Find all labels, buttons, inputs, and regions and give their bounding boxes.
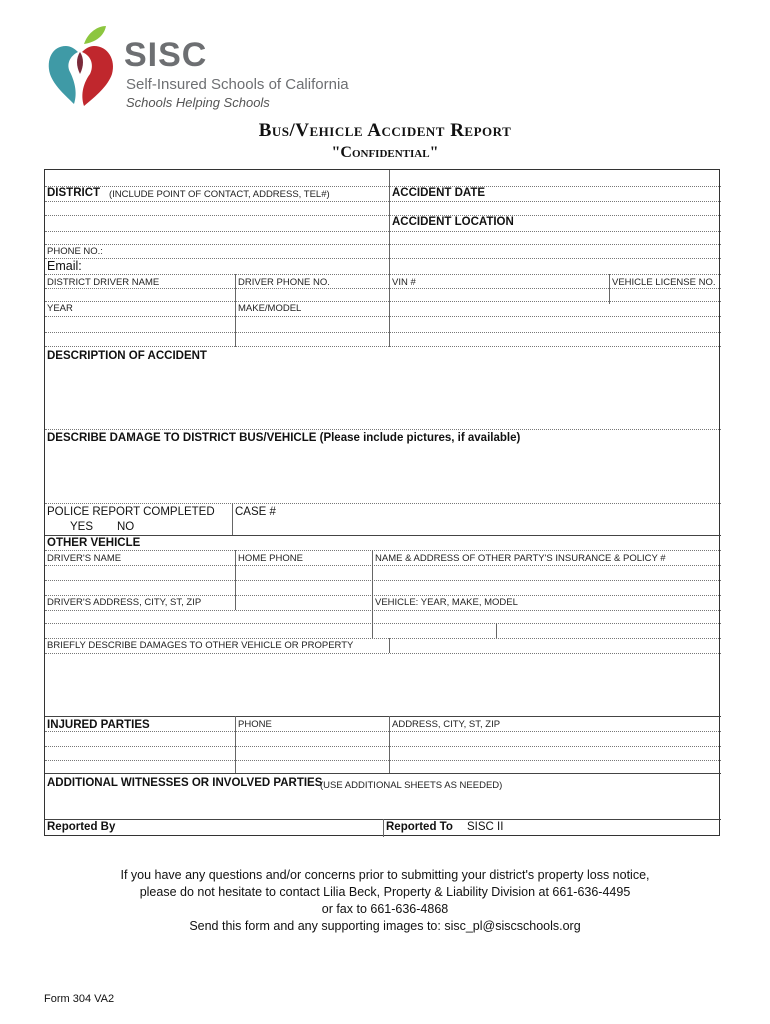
reported-to-value: SISC II	[467, 821, 504, 833]
email-label: Email:	[47, 259, 82, 273]
footer-line-2: please do not hesitate to contact Lilia Beck, Property & Liability Division at 661-636-4495	[139, 885, 631, 899]
police-no-option[interactable]: NO	[117, 521, 135, 533]
description-label: DESCRIPTION OF ACCIDENT	[47, 350, 207, 362]
make-model-label: MAKE/MODEL	[238, 303, 302, 314]
accident-date-label: ACCIDENT DATE	[392, 187, 486, 199]
driver-phone-label: DRIVER PHONE NO.	[238, 277, 330, 288]
driver-name-label: DISTRICT DRIVER NAME	[47, 277, 160, 288]
case-number-label: CASE #	[235, 506, 276, 518]
logo-name: SISC	[124, 36, 208, 74]
reported-by-label: Reported By	[47, 821, 116, 833]
police-yes-option[interactable]: YES	[70, 521, 94, 533]
footer-line-4: Send this form and any supporting images to: sisc_pl@siscschools.org	[189, 919, 581, 933]
address-label: ADDRESS, CITY, ST, ZIP	[392, 719, 501, 730]
injured-parties-label: INJURED PARTIES	[47, 719, 150, 731]
license-no-label: VEHICLE LICENSE NO.	[612, 277, 716, 288]
witnesses-note: (USE ADDITIONAL SHEETS AS NEEDED)	[320, 780, 503, 791]
home-phone-label: HOME PHONE	[238, 553, 303, 564]
drivers-address-label: DRIVER'S ADDRESS, CITY, ST, ZIP	[47, 597, 202, 608]
damage-label: DESCRIBE DAMAGE TO DISTRICT BUS/VEHICLE (Please include pictures, if available)	[47, 432, 521, 444]
footer-line-3: or fax to 661-636-4868	[321, 902, 449, 916]
sisc-logo-mark	[44, 22, 118, 110]
district-note: (INCLUDE POINT OF CONTACT, ADDRESS, TEL#)	[109, 189, 330, 200]
police-report-label: POLICE REPORT COMPLETED	[47, 506, 215, 518]
vehicle-info-label: VEHICLE: YEAR, MAKE, MODEL	[375, 597, 518, 608]
footer-line-1: If you have any questions and/or concerns prior to submitting your district's property loss notice,	[120, 868, 650, 882]
other-damages-label: BRIEFLY DESCRIBE DAMAGES TO OTHER VEHICLE OR PROPERTY	[47, 640, 354, 651]
other-vehicle-label: OTHER VEHICLE	[47, 537, 141, 549]
witnesses-label: ADDITIONAL WITNESSES OR INVOLVED PARTIES	[47, 777, 323, 789]
logo-tagline: Schools Helping Schools	[126, 95, 270, 110]
form-number: Form 304 VA2	[44, 993, 115, 1005]
accident-report-form	[44, 169, 720, 836]
reported-to-label: Reported To	[386, 821, 453, 833]
logo-subtitle: Self-Insured Schools of California	[126, 76, 349, 93]
page-subtitle: "Confidential"	[331, 144, 439, 161]
vin-label: VIN #	[392, 277, 416, 288]
drivers-name-label: DRIVER'S NAME	[47, 553, 122, 564]
year-label: YEAR	[47, 303, 73, 314]
phone-label: PHONE	[238, 719, 272, 730]
phone-no-label: PHONE NO.:	[47, 246, 103, 257]
accident-location-label: ACCIDENT LOCATION	[392, 216, 514, 228]
insurance-label: NAME & ADDRESS OF OTHER PARTY'S INSURANCE & POLICY #	[375, 553, 666, 564]
district-label: DISTRICT	[47, 187, 101, 199]
page-title: Bus/Vehicle Accident Report	[258, 120, 512, 141]
